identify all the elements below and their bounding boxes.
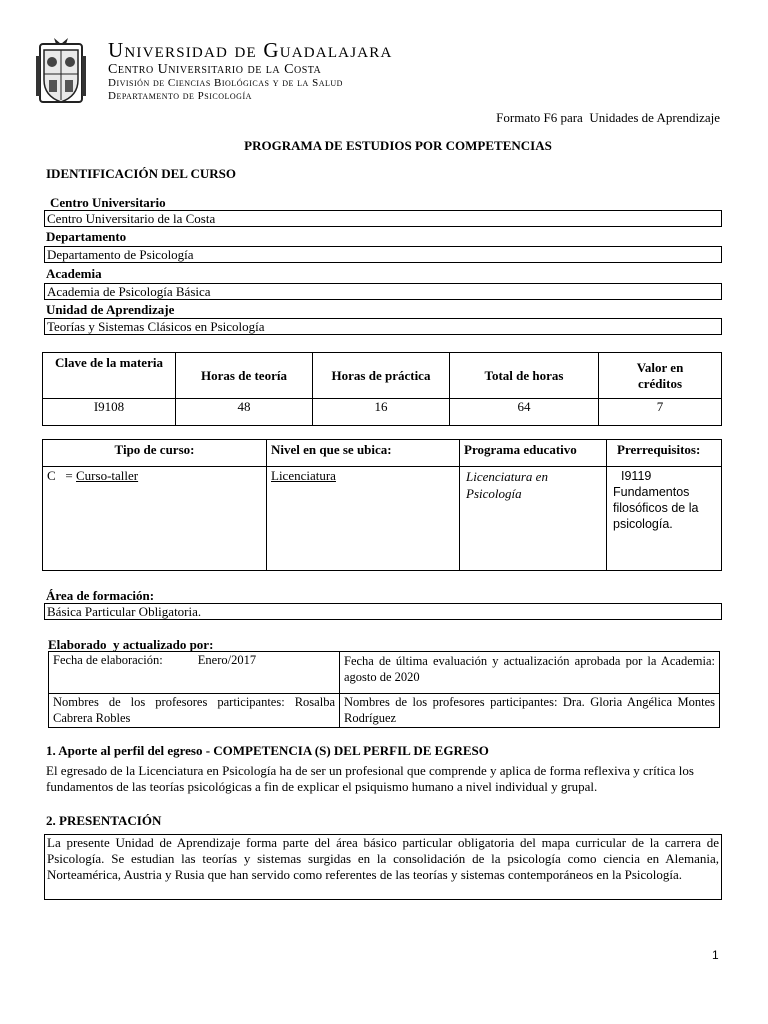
nivel-value: Licenciatura [271,468,336,483]
section2-text: La presente Unidad de Aprendizaje forma parte del área básico particular obligatoria del mapa curricular de la carrera de Psicología. Se estudian las teorías y sistemas surgidas en la consolidación de la psicología como ciencia en Alemania, Norteamérica, Austria y Rusia que han servido como referentes de las teorías y sistemas contemporáneos en la Psicología. [44,834,722,900]
hours-table [42,352,722,426]
table-header-total-horas: Total de horas [450,353,599,399]
table-cell-prerrequisitos [607,467,722,571]
centro-field: Centro Universitario de la Costa [44,210,722,227]
elaborado-label: Elaborado y actualizado por: [48,637,214,652]
centro-label: Centro Universitario [50,195,166,210]
table-cell-programa [460,467,607,571]
table-header-prerrequisitos: Prerrequisitos: [607,440,722,467]
table-header-horas-teoria: Horas de teoría [176,353,313,399]
table-cell-tipo [43,467,267,571]
unidad-label: Unidad de Aprendizaje [46,302,175,317]
university-seal-icon [36,36,86,108]
academia-field: Academia de Psicología Básica [44,283,722,300]
unidad-field: Teorías y Sistemas Clásicos en Psicología [44,318,722,335]
course-type-table [42,439,722,571]
departamento-field: Departamento de Psicología [44,246,722,263]
table-header-tipo: Tipo de curso: [43,440,267,467]
elaborado-table [48,651,720,728]
format-label: Formato F6 para Unidades de Aprendizaje [496,110,720,125]
table-cell-total-horas: 64 [450,399,599,426]
departamento-label: Departamento [46,229,127,244]
table-cell-horas-teoria: 48 [176,399,313,426]
department-name: Departamento de Psicología [108,90,252,102]
academia-label: Academia [46,266,102,281]
section1-heading: 1. Aporte al perfil del egreso - COMPETENCIA (S) DEL PERFIL DE EGRESO [46,743,489,758]
programa-value: Licenciatura en Psicología [466,469,548,501]
table-cell-nivel [267,467,460,571]
table-header-creditos: Valor en créditos [599,353,722,399]
fecha-elaboracion-value: Enero/2017 [197,653,257,667]
profesores-left-cell: Nombres de los profesores participantes: Rosalba Cabrera Robles [49,694,340,728]
center-name: Centro Universitario de la Costa [108,62,322,77]
table-header-clave: Clave de la materia [43,353,176,399]
division-name: División de Ciencias Biológicas y de la Salud [108,77,343,89]
tipo-prefix: C = [47,468,77,483]
table-cell-clave: I9108 [43,399,176,426]
area-label: Área de formación: [46,588,155,603]
fecha-elaboracion-cell [49,652,340,694]
page-title: PROGRAMA DE ESTUDIOS POR COMPETENCIAS [244,138,552,153]
table-header-horas-practica: Horas de práctica [313,353,450,399]
prerreq-value: Fundamentos filosóficos de la psicología. [613,485,699,531]
identification-heading: IDENTIFICACIÓN DEL CURSO [46,166,236,181]
tipo-value: Curso-taller [76,468,139,483]
prerreq-code: I9119 [621,469,652,483]
section2-heading: 2. PRESENTACIÓN [46,813,162,828]
area-field: Básica Particular Obligatoria. [44,603,722,620]
fecha-elaboracion-label: Fecha de elaboración: [53,653,163,667]
table-header-programa: Programa educativo [460,440,607,467]
university-name: Universidad de Guadalajara [108,38,393,62]
profesores-right-cell: Nombres de los profesores participantes: Dra. Gloria Angélica Montes Rodríguez [340,694,720,728]
table-header-nivel: Nivel en que se ubica: [267,440,460,467]
fecha-evaluacion-cell: Fecha de última evaluación y actualización aprobada por la Academia: agosto de 2020 [340,652,720,694]
table-cell-horas-practica: 16 [313,399,450,426]
page-number: 1 [712,948,719,962]
table-cell-creditos: 7 [599,399,722,426]
section1-text: El egresado de la Licenciatura en Psicología ha de ser un profesional que comprende y aplica de forma reflexiva y crítica los fundamentos de las teorías psicológicas a fin de explicar el psiquismo humano a nivel individual y grupal. [46,763,694,794]
